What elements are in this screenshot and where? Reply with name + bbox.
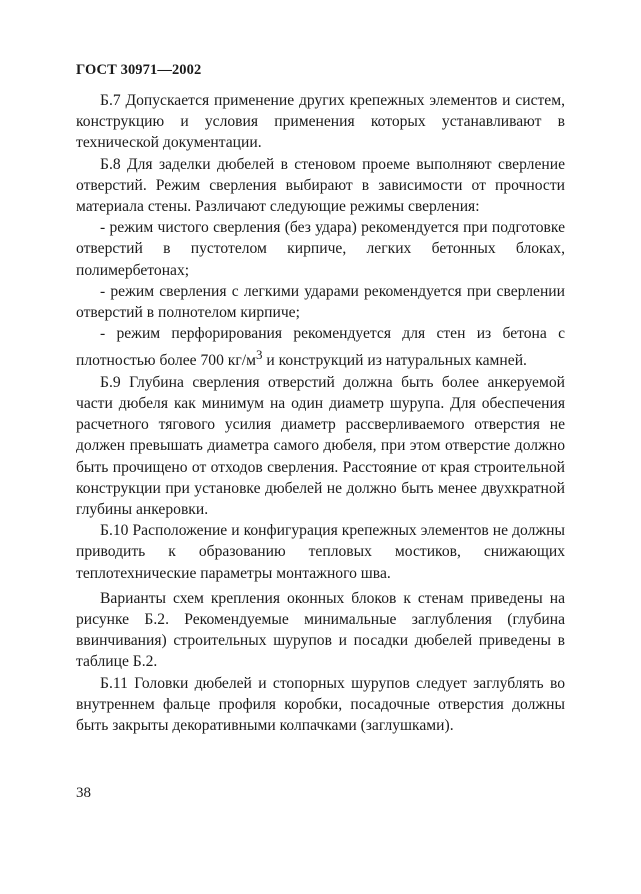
perforation-text-end: и конструкций из натуральных камней.	[262, 352, 527, 370]
list-item-perforation	[76, 323, 565, 372]
document-body	[76, 90, 565, 736]
paragraph-b7: Б.7 Допускается применение других крепежных элементов и систем, конструкцию и условия применения которых устанавливают в технической документации.	[76, 92, 565, 152]
list-item-light-impact-drilling: - режим сверления с легкими ударами рекомендуется при сверлении отверстий в полнотелом кирпиче;	[76, 282, 565, 322]
page-number: 38	[76, 785, 91, 801]
paragraph-b11: Б.11 Головки дюбелей и стопорных шурупов следует заглублять во внутреннем фальце профиля коробки, посадочные отверстия должны быть закрыты декоративными колпачками (заглушками).	[76, 674, 565, 735]
perforation-text-start: - режим перфорирования рекомендуется для стен из бетона с плотностью более 700 кг/м	[76, 325, 565, 370]
list-item-clean-drilling: - режим чистого сверления (без удара) рекомендуется при подготовке отверстий в пустотелом кирпиче, легких бетонных блоках, полимербетонах;	[76, 219, 565, 279]
paragraph-b8: Б.8 Для заделки дюбелей в стеновом проеме выполняют сверление отверстий. Режим сверления выбирают в зависимости от прочности материала стены. Различают следующие режимы сверления:	[76, 155, 565, 216]
paragraph-b9: Б.9 Глубина сверления отверстий должна быть более анкеруемой части дюбеля как минимум на один диаметр шурупа. Для обеспечения расчетного тягового усилия диаметр рассверливаемого отверстия не должен превышать диаметра самого дюбеля, при этом отверстие должно быть прочищено от отходов сверления. Расстояние от края строительной конструкции при установке дюбелей не должно быть менее двухкратной глубины анкеровки.	[76, 373, 565, 519]
document-header: ГОСТ 30971—2002	[76, 62, 202, 78]
paragraph-b10: Б.10 Расположение и конфигурация крепежных элементов не должны приводить к образованию тепловых мостиков, снижающих теплотехнические параметры монтажного шва.	[76, 522, 565, 582]
cubic-superscript: 3	[255, 347, 263, 363]
paragraph-fastening-variants: Варианты схем крепления оконных блоков к стенам приведены на рисунке Б.2. Рекомендуемые минимальные заглубления (глубина ввинчивания) строительных шурупов и посадки дюбелей приведены в таблице Б.2.	[76, 589, 565, 671]
